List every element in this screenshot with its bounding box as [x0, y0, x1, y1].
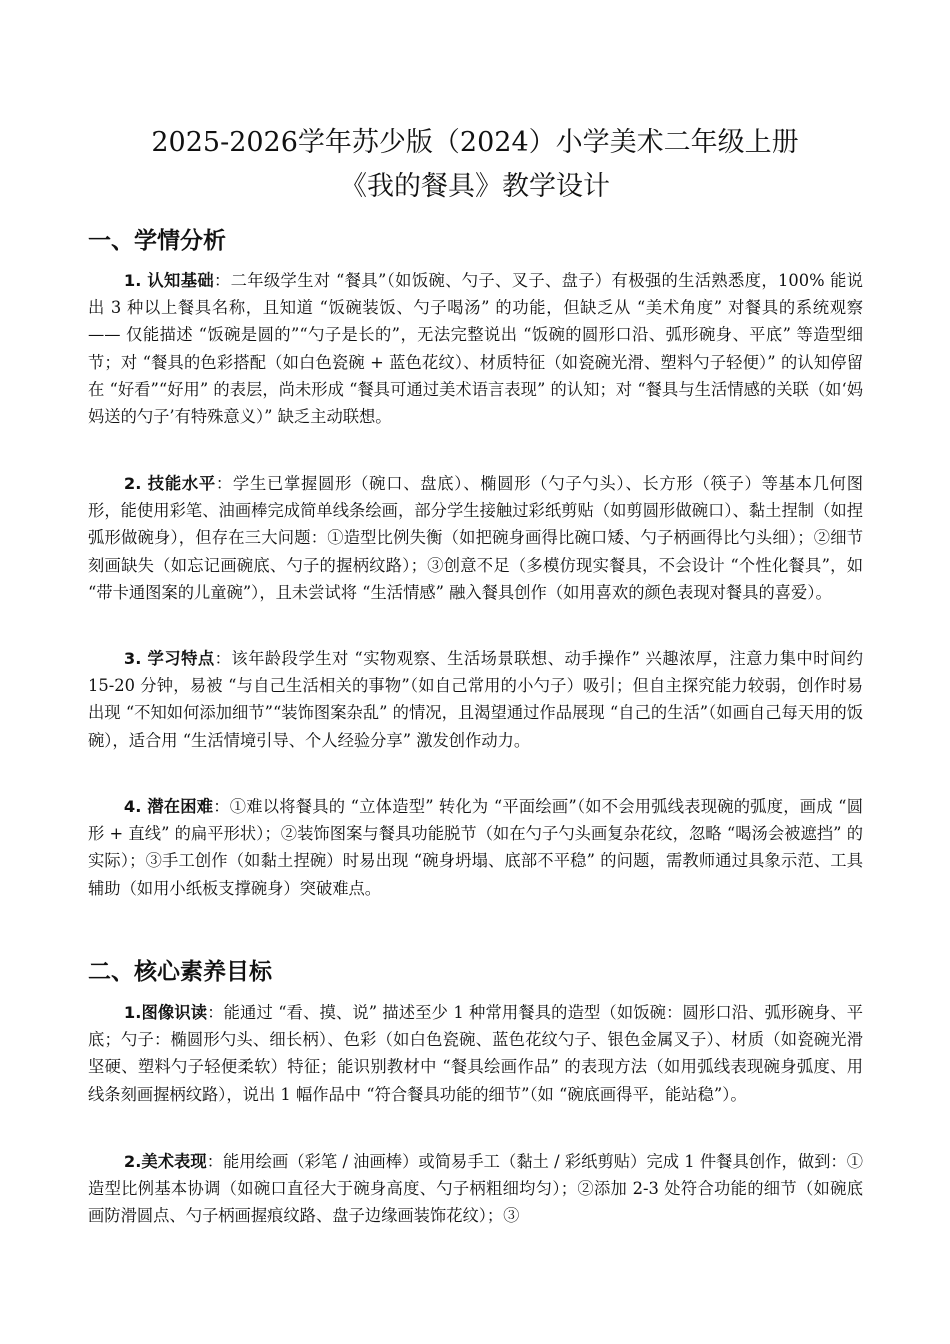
paragraph-label: 2.美术表现 — [123, 1152, 207, 1171]
paragraph-text: ：①难以将餐具的 “立体造型” 转化为 “平面绘画”（如不会用弧线表现碗的弧度，画成 “圆形 + 直线” 的扁平形状）；②装饰图案与餐具功能脱节（如在勺子勺头画复杂花纹，忽略 “喝汤会被遮挡” 的实际）；③手工创作（如黏土捏碗）时易出现 “碗身坍塌、底部不平稳” 的问题，需教师通过具象示范、工具辅助（如用小纸板支撑碗身）突破难点。 — [88, 797, 863, 898]
document-title-line-1: 2025-2026学年苏少版（2024）小学美术二年级上册 — [151, 127, 799, 158]
paragraph-text: ：该年龄段学生对 “实物观察、生活场景联想、动手操作” 兴趣浓厚，注意力集中时间约 15-20 分钟，易被 “与自己生活相关的事物”（如自己常用的小勺子）吸引；但自主探究能力较弱，创作时易出现 “不知如何添加细节”“装饰图案杂乱” 的情况，且渴望通过作品展现 “自己的生活”（如画自己每天用的饭碗），适合用 “生活情境引导、个人经验分享” 激发创作动力。 — [88, 649, 863, 750]
section-heading-core-goals: 二、核心素养目标 — [88, 959, 272, 985]
document-title-line-2: 《我的餐具》教学设计 — [340, 171, 610, 202]
paragraph-cognitive-basis — [88, 267, 863, 430]
paragraph-label: 4. 潜在困难 — [123, 797, 214, 816]
section-heading-learner-analysis: 一、学情分析 — [88, 228, 226, 254]
paragraph-label: 1. 认知基础 — [123, 271, 214, 290]
paragraph-art-expression — [88, 1148, 863, 1230]
paragraph-label: 2. 技能水平 — [123, 474, 216, 493]
paragraph-label: 1.图像识读 — [123, 1003, 208, 1022]
paragraph-text: ：能用绘画（彩笔 / 油画棒）或简易手工（黏土 / 彩纸剪贴）完成 1 件餐具创作，做到：①造型比例基本协调（如碗口直径大于碗身高度、勺子柄粗细均匀）；②添加 2-3 处符合功能的细节（如碗底画防滑圆点、勺子柄画握痕纹路、盘子边缘画装饰花纹）；③ — [88, 1152, 864, 1226]
paragraph-potential-difficulties — [88, 793, 863, 902]
paragraph-text: ：学生已掌握圆形（碗口、盘底）、椭圆形（勺子勺头）、长方形（筷子）等基本几何图形，能使用彩笔、油画棒完成简单线条绘画，部分学生接触过彩纸剪贴（如剪圆形做碗口）、黏土捏制（如捏弧形做碗身），但存在三大问题：①造型比例失衡（如把碗身画得比碗口矮、勺子柄画得比勺头细）；②细节刻画缺失（如忘记画碗底、勺子的握柄纹路）；③创意不足（多模仿现实餐具，不会设计 “个性化餐具”，如 “带卡通图案的儿童碗”），且未尝试将 “生活情感” 融入餐具创作（如用喜欢的颜色表现对餐具的喜爱）。 — [88, 474, 863, 602]
paragraph-label: 3. 学习特点 — [123, 649, 215, 668]
paragraph-text: ：能通过 “看、摸、说” 描述至少 1 种常用餐具的造型（如饭碗：圆形口沿、弧形碗身、平底；勺子：椭圆形勺头、细长柄）、色彩（如白色瓷碗、蓝色花纹勺子、银色金属叉子）、材质（如瓷碗光滑坚硬、塑料勺子轻便柔软）特征；能识别教材中 “餐具绘画作品” 的表现方法（如用弧线表现碗身弧度、用线条刻画握柄纹路），说出 1 幅作品中 “符合餐具功能的细节”（如 “碗底画得平，能站稳”）。 — [88, 1003, 864, 1104]
paragraph-skill-level — [88, 470, 863, 606]
paragraph-learning-traits — [88, 645, 863, 754]
paragraph-text: ：二年级学生对 “餐具”（如饭碗、勺子、叉子、盘子）有极强的生活熟悉度，100% 能说出 3 种以上餐具名称，且知道 “饭碗装饭、勺子喝汤” 的功能，但缺乏从 “美术角度” 对餐具的系统观察 —— 仅能描述 “饭碗是圆的”“勺子是长的”，无法完整说出 “饭碗的圆形口沿、弧形碗身、平底” 等造型细节；对 “餐具的色彩搭配（如白色瓷碗 + 蓝色花纹）、材质特征（如瓷碗光滑、塑料勺子轻便）” 的认知停留在 “好看”“好用” 的表层，尚未形成 “餐具可通过美术语言表现” 的认知；对 “餐具与生活情感的关联（如‘妈妈送的勺子’有特殊意义）” 缺乏主动联想。 — [88, 271, 863, 427]
paragraph-image-reading — [88, 999, 863, 1108]
